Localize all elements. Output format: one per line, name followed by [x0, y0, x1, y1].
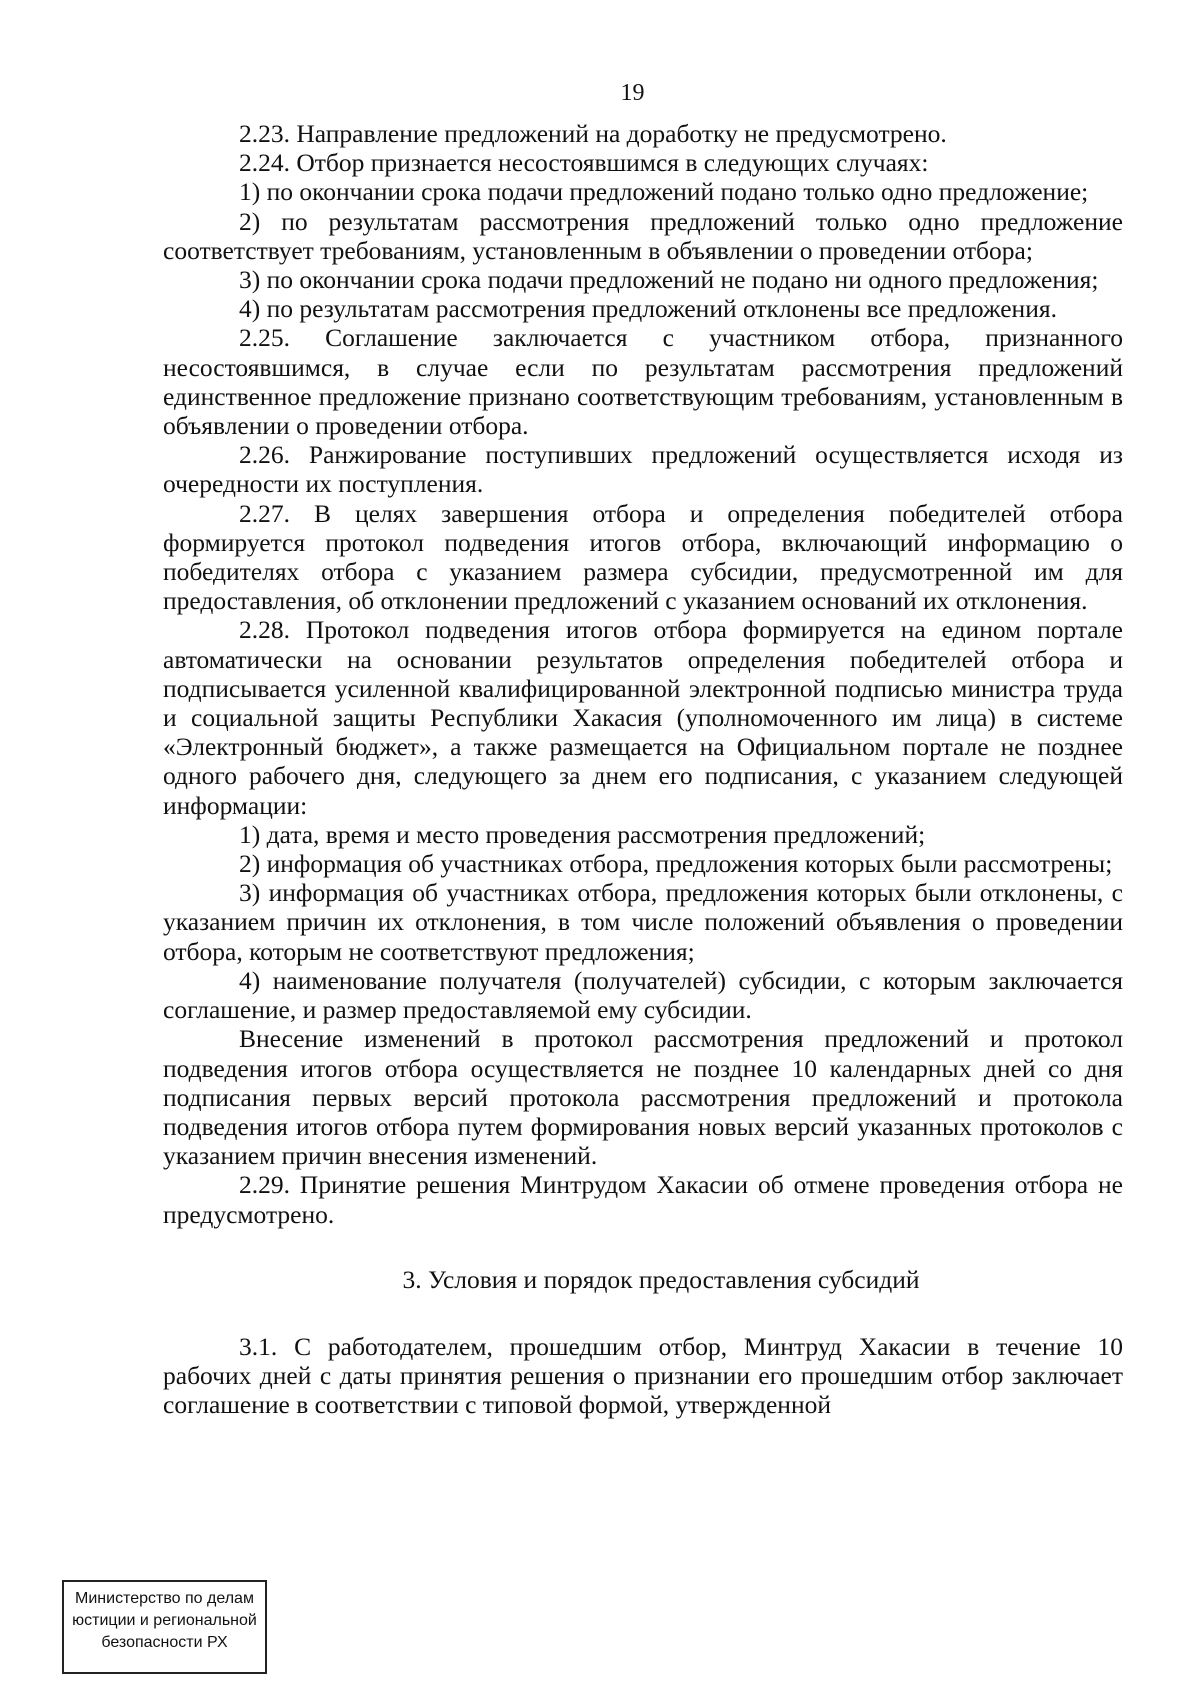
- stamp-line: Министерство по делам: [75, 1590, 254, 1607]
- paragraph-3-1: 3.1. С работодателем, прошедшим отбор, Минтруд Хакасии в течение 10 рабочих дней с даты принятия решения о признании его прошедшим отбор заключает соглашение в соответствии с типовой формой, утвержденной: [163, 1331, 1123, 1420]
- paragraph-2-25: 2.25. Соглашение заключается с участником отбора, признанного несостоявшимся, в случае если по результатам рассмотрения предложений единственное предложение признано соответствующим требованиям, установленным в объявлении о проведении отбора.: [163, 323, 1123, 441]
- list-item-2-24-1: 1) по окончании срока подачи предложений подано только одно предложение;: [239, 177, 1089, 207]
- section-heading: 3. Условия и порядок предоставления субсидий: [402, 1264, 920, 1294]
- paragraph-2-27: 2.27. В целях завершения отбора и определения победителей отбора формируется протокол подведения итогов отбора, включающий информацию о победителях отбора с указанием размера субсидии, предусмотренной им для предоставления, об отклонении предложений с указанием оснований их отклонения.: [163, 498, 1123, 616]
- list-item-2-28-2: 2) информация об участниках отбора, предложения которых были рассмотрены;: [239, 849, 1113, 879]
- paragraph-2-23: 2.23. Направление предложений на доработку не предусмотрено.: [239, 119, 947, 148]
- paragraph-protocol-changes: Внесение изменений в протокол рассмотрения предложений и протокол подведения итогов отбора осуществляется не позднее 10 календарных дней со дня подписания первых версий протокола рассмотрения предложений и протокола подведения итогов отбора путем формирования новых версий указанных протоколов с указанием причин внесения изменений.: [163, 1024, 1123, 1171]
- paragraph-2-24: 2.24. Отбор признается несостоявшимся в следующих случаях:: [239, 148, 929, 178]
- list-item-2-24-2: 2) по результатам рассмотрения предложений только одно предложение соответствует требованиям, установленным в объявлении о проведении отбора;: [163, 206, 1123, 265]
- section-spacer-top: [163, 1229, 1123, 1265]
- paragraph-2-28: 2.28. Протокол подведения итогов отбора формируется на едином портале автоматически на основании результатов определения победителей отбора и подписывается усиленной квалифицированной электронной подписью министра труда и социальной защиты Республики Хакасия (уполномоченного им лица) в системе «Электронный бюджет», а также размещается на Официальном портале не позднее одного рабочего дня, следующего за днем его подписания, с указанием следующей информации:: [163, 615, 1123, 820]
- page-number: 19: [620, 80, 645, 106]
- paragraph-2-29: 2.29. Принятие решения Минтрудом Хакасии об отмене проведения отбора не предусмотрено.: [163, 1170, 1123, 1229]
- stamp-line: юстиции и региональной: [72, 1612, 257, 1629]
- stamp-line: безопасности РХ: [101, 1634, 228, 1651]
- paragraph-2-26: 2.26. Ранжирование поступивших предложений осуществляется исходя из очередности их поступления.: [163, 440, 1123, 499]
- list-item-2-28-3: 3) информация об участниках отбора, предложения которых были отклонены, с указанием причин их отклонения, в том числе положений объявления о проведении отбора, которым не соответствуют предложения;: [163, 878, 1123, 966]
- section-spacer-bottom: [163, 1294, 1123, 1332]
- document-body: [163, 119, 1123, 1420]
- list-item-2-24-3: 3) по окончании срока подачи предложений не подано ни одного предложения;: [239, 265, 1099, 295]
- list-item-2-28-1: 1) дата, время и место проведения рассмотрения предложений;: [239, 819, 926, 849]
- ministry-stamp: [62, 1580, 267, 1674]
- list-item-2-24-4: 4) по результатам рассмотрения предложений отклонены все предложения.: [239, 294, 1057, 324]
- list-item-2-28-4: 4) наименование получателя (получателей) субсидии, с которым заключается соглашение, и размер предоставляемой ему субсидии.: [163, 965, 1123, 1025]
